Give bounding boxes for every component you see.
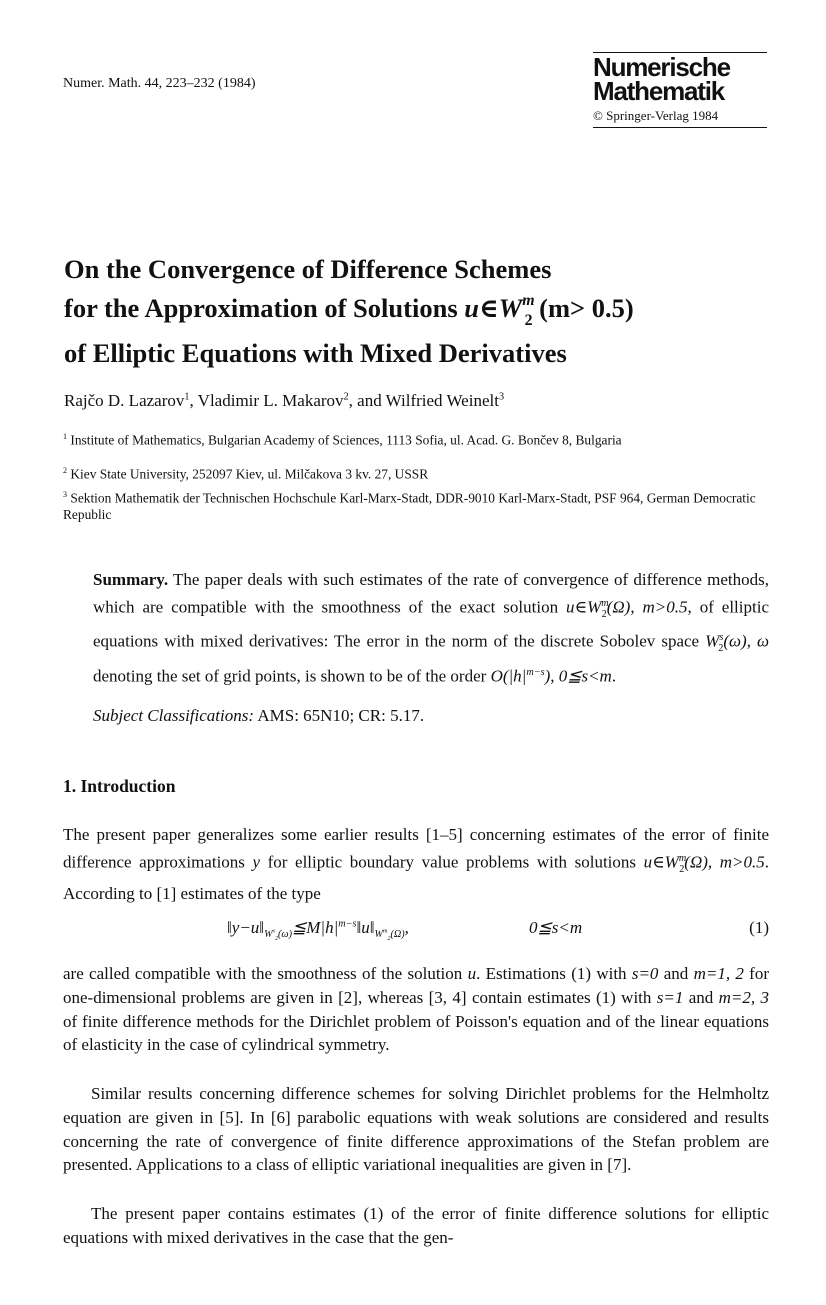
title-line-2: for the Approximation of Solutions $u\in W^m_2$ (m> 0.5) <box>64 292 634 330</box>
abstract-label: Summary. <box>93 570 169 589</box>
author-name: Rajčo D. Lazarov <box>64 391 185 410</box>
paper-title <box>64 252 634 370</box>
equation-1 <box>63 918 769 944</box>
affiliation: $^1$ Institute of Mathematics, Bulgarian Academy of Sciences, 1113 Sofia, ul. Acad. G. Bončev 8, Bulgaria <box>63 432 622 448</box>
abstract: Summary. The paper deals with such estimates of the rate of convergence of difference methods, which are compatible with the smoothness of the exact solution $u\in W^m_2(\Omega)$, m>0.5, of elliptic equations with mixed derivatives: The error in the norm of the discrete Sobolev space $W^s_2(\omega)$, ω denoting the set of grid points, is shown to be of the order $O(|h|^{m-s})$, 0≦s<m. <box>93 570 770 686</box>
paragraph: The present paper contains estimates (1) of the error of finite difference solutions for elliptic equations with mixed derivatives in the case that the gen- <box>63 1204 769 1247</box>
author-mark: 1 <box>184 391 190 403</box>
equation-range: 0≦s<m <box>529 918 583 937</box>
journal-name-line1: Numerische <box>593 52 730 82</box>
affiliation: $^3$ Sektion Mathematik der Technischen Hochschule Karl-Marx-Stadt, DDR-9010 Karl-Marx-Stadt, PSF 964, German Democratic Republic <box>63 490 756 523</box>
paragraph: Similar results concerning difference schemes for solving Dirichlet problems for the Helmholtz equation are given in [5]. In [6] parabolic equations with weak solutions are considered and results concerning the rate of convergence of finite difference approximations of the Stefan problem are presented. Applications to a class of elliptic variational inequalities are given in [7]. <box>63 1084 769 1175</box>
journal-logo <box>593 52 767 128</box>
subject-classifications: Subject Classifications: AMS: 65N10; CR: 5.17. <box>93 706 425 725</box>
section-heading: 1. Introduction <box>63 776 176 796</box>
journal-name-line2: Mathematik <box>593 76 725 106</box>
author-mark: 3 <box>498 391 505 403</box>
affiliation: $^2$ Kiev State University, 252097 Kiev, ul. Milčakova 3 kv. 27, USSR <box>63 466 429 482</box>
author-name: Vladimir L. Makarov <box>197 391 344 410</box>
paragraph: The present paper generalizes some earlier results [1–5] concerning estimates of the error of finite difference approximations y for elliptic boundary value problems with solutions $u\in W^m_2(\Omega)$, m>0.5. According to [1] estimates of the type <box>63 825 769 903</box>
equation-number: (1) <box>749 918 769 937</box>
title-line-1: On the Convergence of Difference Schemes <box>64 254 552 284</box>
journal-citation: Numer. Math. 44, 223–232 (1984) <box>63 76 256 91</box>
publisher-copyright: © Springer-Verlag 1984 <box>593 108 719 123</box>
paragraph: are called compatible with the smoothness of the solution u. Estimations (1) with s=0 and m=1, 2 for one-dimensional problems are given in [2], whereas [3, 4] contain estimates (1) with s=1 and m=2, 3 of finite difference methods for the Dirichlet problem of Poisson's equation and of the linear equations of elasticity in the case of cylindrical symmetry. <box>63 964 770 1055</box>
author-mark: 2 <box>343 391 349 403</box>
title-line-3: of Elliptic Equations with Mixed Derivatives <box>64 338 567 369</box>
author-name: Wilfried Weinelt <box>385 391 499 410</box>
equation-expression: $‖y-u‖_{W^s_2(\omega)}≦M|h|^{m-s}‖u‖_{W^m_2(\Omega)}$, <box>227 918 409 943</box>
author-list: Rajčo D. Lazarov$^1$, Vladimir L. Makarov$^2$, and Wilfried Weinelt$^3$ <box>64 391 505 410</box>
